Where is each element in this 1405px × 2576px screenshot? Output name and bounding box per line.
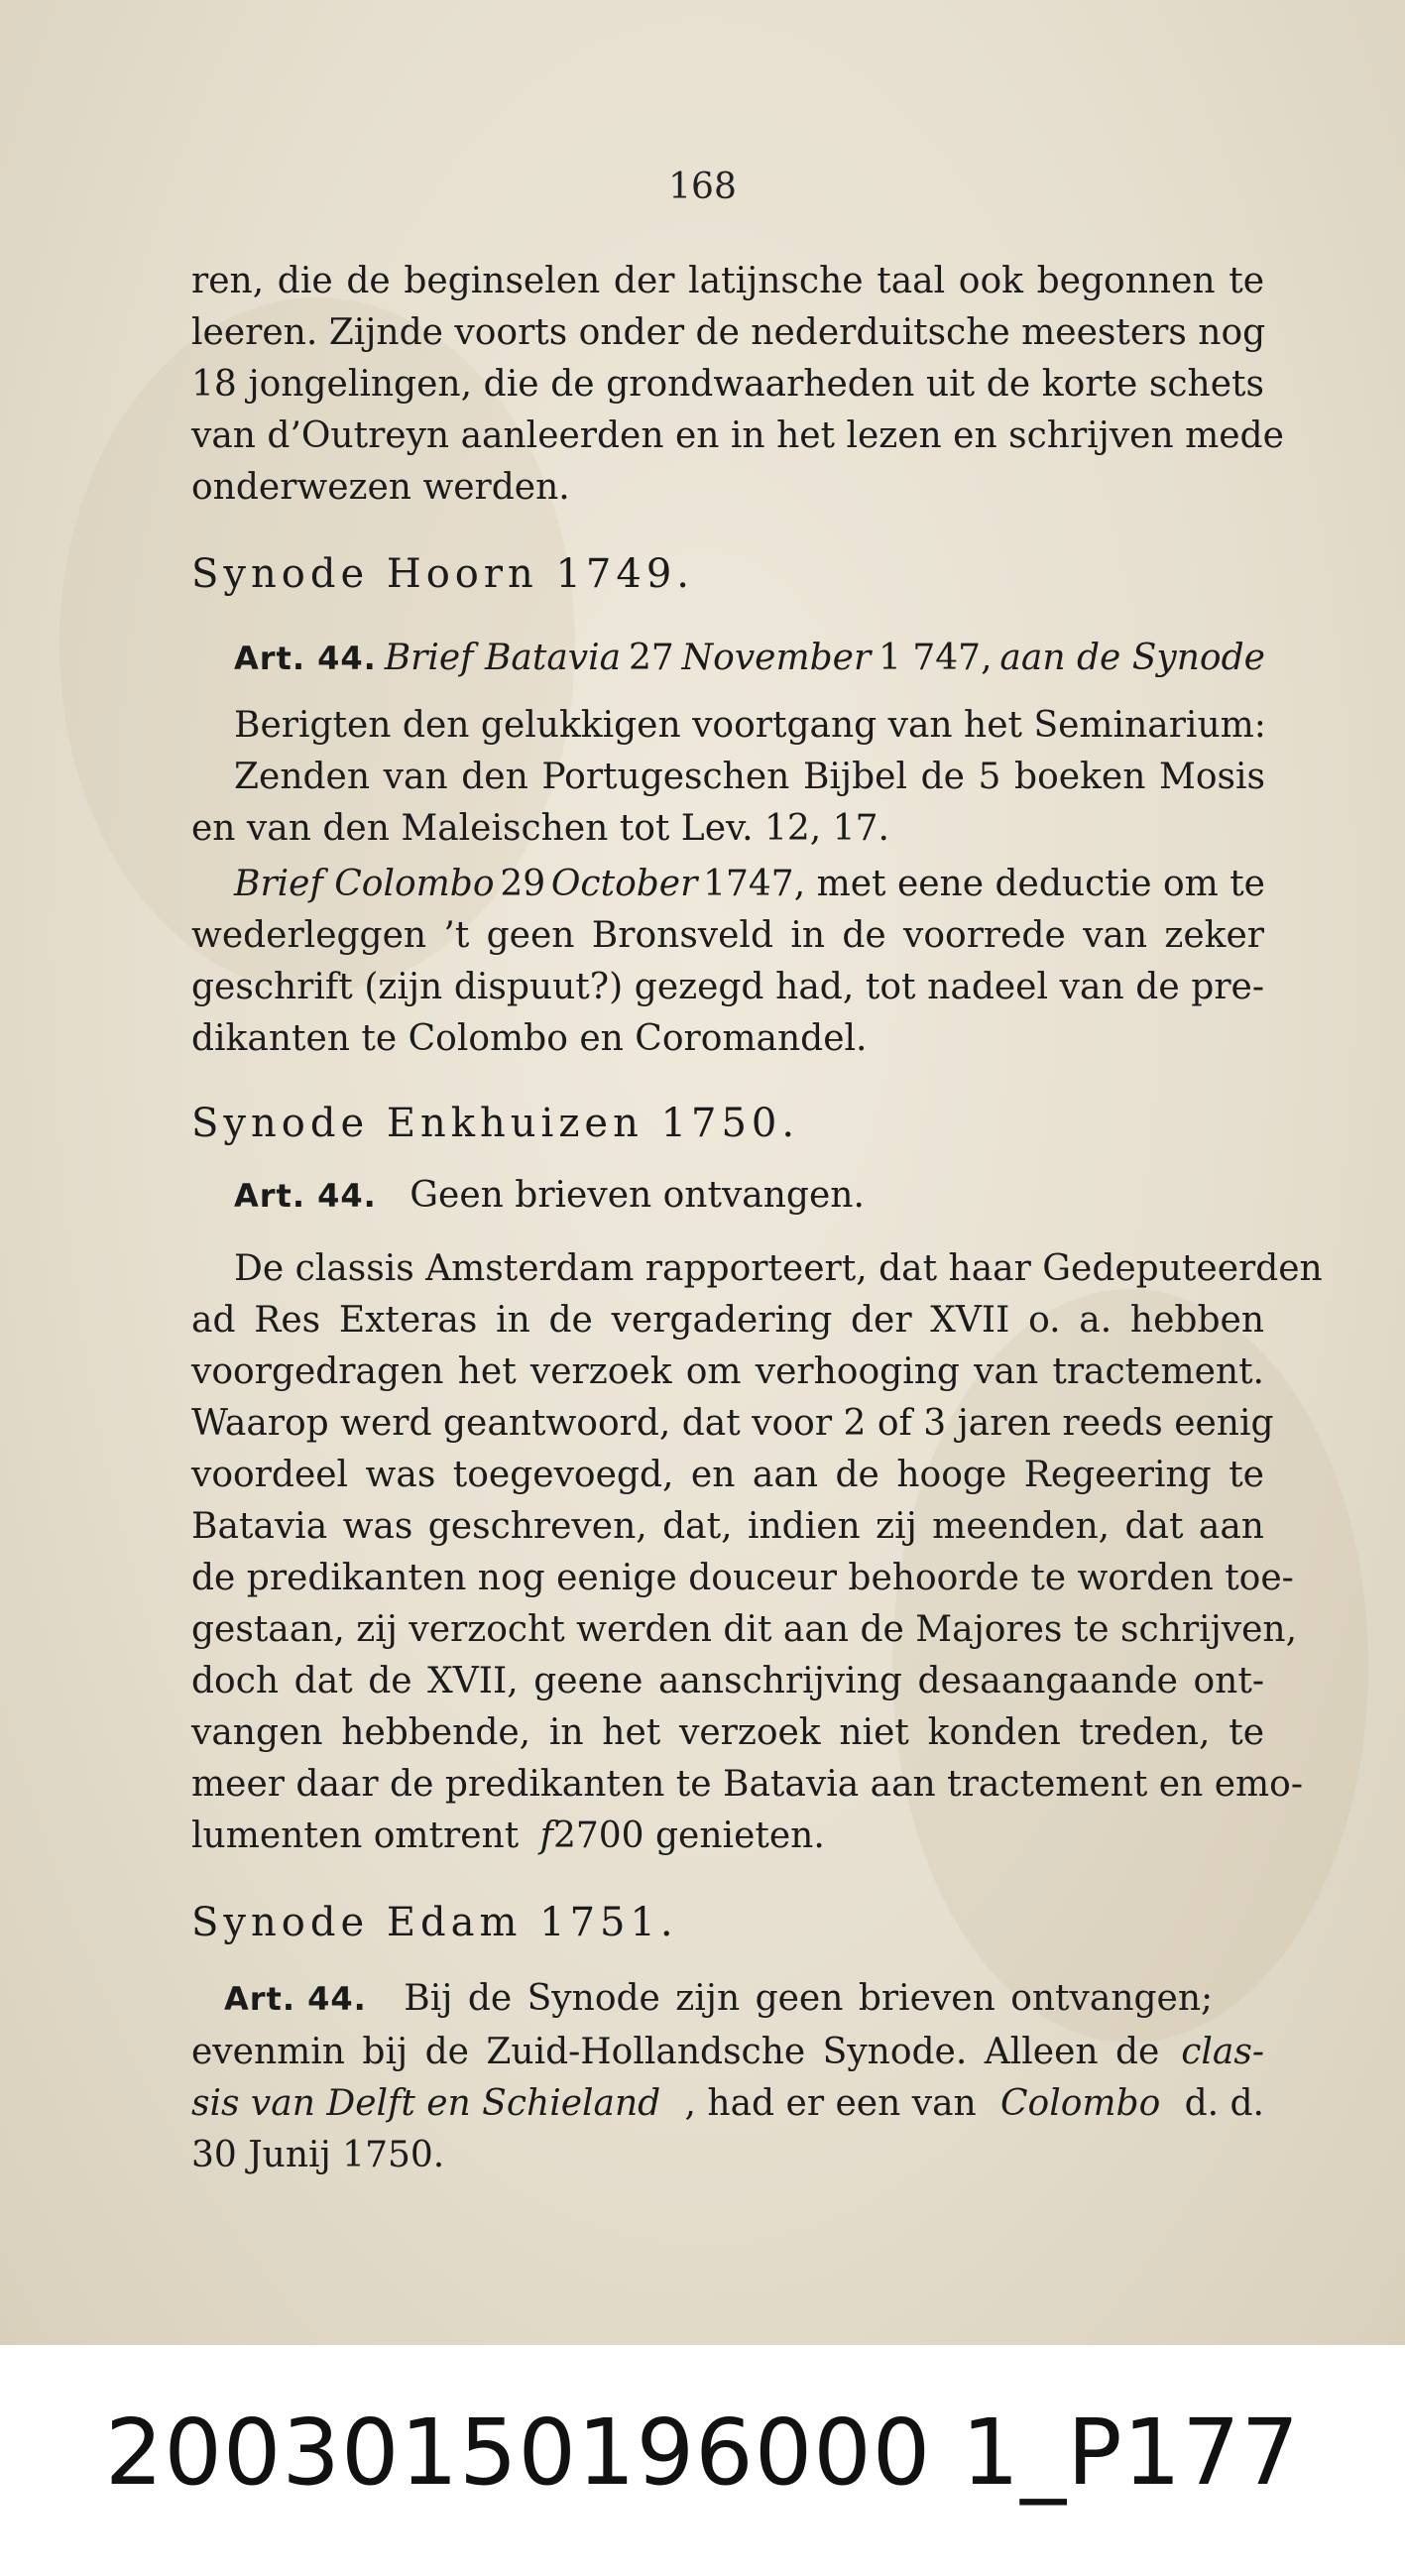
text-line: voordeel was toegevoegd, en aan de hooge Regeering te — [191, 1455, 1264, 1495]
text-segment: evenmin bij de Zuid-Hollandsche Synode. Alleen de — [191, 2032, 1160, 2072]
text-line: onderwezen werden. — [191, 467, 570, 508]
text-line: Batavia was geschreven, dat, indien zij meenden, dat aan — [191, 1506, 1264, 1547]
text-line — [191, 2078, 1264, 2130]
text-segment: d. d. — [1184, 2083, 1264, 2124]
text-line: ren, die de beginselen der latijnsche taal ook begonnen te — [191, 261, 1264, 301]
section-heading: Synode Enkhuizen 1750. — [191, 1101, 800, 1146]
brief-label: Brief Batavia — [384, 638, 622, 678]
brief-month: November — [681, 638, 872, 678]
text-segment: 2700 genieten. — [552, 1815, 825, 1856]
brief-month: October — [550, 864, 698, 904]
page-number: 168 — [668, 167, 737, 207]
text-line: geschrift (zijn dispuut?) gezegd had, tot nadeel van de pre- — [191, 967, 1264, 1007]
text-segment: clas- — [1181, 2032, 1264, 2072]
brief-day: 29 — [500, 864, 546, 904]
brief-recipient: aan de Synode — [999, 638, 1265, 678]
text-segment: lumenten omtrent — [191, 1815, 520, 1856]
text-line: 30 Junij 1750. — [191, 2135, 445, 2175]
article-number: Art. 44. — [224, 1980, 367, 2018]
article-line — [224, 1973, 1265, 2025]
brief-text: 1747, met eene deductie om te — [703, 864, 1265, 904]
text-line: Waarop werd geantwoord, dat voor 2 of 3 jaren reeds eenig — [191, 1403, 1274, 1444]
text-line: gestaan, zij verzocht werden dit aan de Majores te schrijven, — [191, 1609, 1298, 1650]
file-label: 20030150196000 1_P177 — [104, 2400, 1301, 2506]
text-line: wederleggen ’t geen Bronsveld in de voorrede van zeker — [191, 915, 1264, 956]
text-line: leeren. Zijnde voorts onder de nederduitsche meesters nog — [191, 312, 1266, 353]
text-line: vangen hebbende, in het verzoek niet konden treden, te — [191, 1712, 1264, 1753]
article-number: Art. 44. — [234, 640, 377, 677]
text-line: voorgedragen het verzoek om verhooging van tractement. — [191, 1351, 1264, 1392]
text-line: dikanten te Colombo en Coromandel. — [191, 1018, 868, 1059]
text-line: doch dat de XVII, geene aanschrijving desaangaande ont- — [191, 1661, 1264, 1701]
article-line — [234, 633, 1265, 684]
text-line: meer daar de predikanten te Batavia aan tractement en emo- — [191, 1764, 1303, 1805]
section-heading: Synode Edam 1751. — [191, 1900, 678, 1945]
text-line: en van den Maleischen tot Lev. 12, 17. — [191, 808, 889, 849]
brief-year: 1 747, — [878, 638, 993, 678]
text-line — [191, 2027, 1264, 2078]
text-segment: , had er een van — [684, 2083, 977, 2124]
article-text: Bij de Synode zijn geen brieven ontvangen; — [404, 1978, 1214, 2019]
florin-sign: f — [539, 1815, 553, 1856]
text-line: De classis Amsterdam rapporteert, dat haar Gedeputeerden — [234, 1248, 1323, 1289]
section-heading: Synode Hoorn 1749. — [191, 551, 694, 597]
brief-line — [234, 859, 1265, 910]
text-line: 18 jongelingen, die de grondwaarheden uit de korte schets — [191, 364, 1264, 405]
brief-label: Brief Colombo — [234, 864, 495, 904]
text-line — [191, 1811, 1264, 1862]
article-number: Art. 44. — [234, 1177, 377, 1215]
text-line: de predikanten nog eenige douceur behoorde te worden toe- — [191, 1558, 1294, 1598]
brief-day: 27 — [628, 638, 674, 678]
text-line: ad Res Exteras in de vergadering der XVII o. a. hebben — [191, 1300, 1264, 1341]
text-line: Berigten den gelukkigen voortgang van het Seminarium: — [234, 705, 1266, 746]
text-line: van d’Outreyn aanleerden en in het lezen en schrijven mede — [191, 415, 1284, 456]
text-segment: Colombo — [1000, 2083, 1161, 2124]
article-line — [234, 1170, 1265, 1222]
article-text: Geen brieven ontvangen. — [410, 1175, 865, 1216]
text-segment: sis van Delft en Schieland — [191, 2083, 661, 2124]
text-line: Zenden van den Portugeschen Bijbel de 5 boeken Mosis — [234, 757, 1265, 797]
